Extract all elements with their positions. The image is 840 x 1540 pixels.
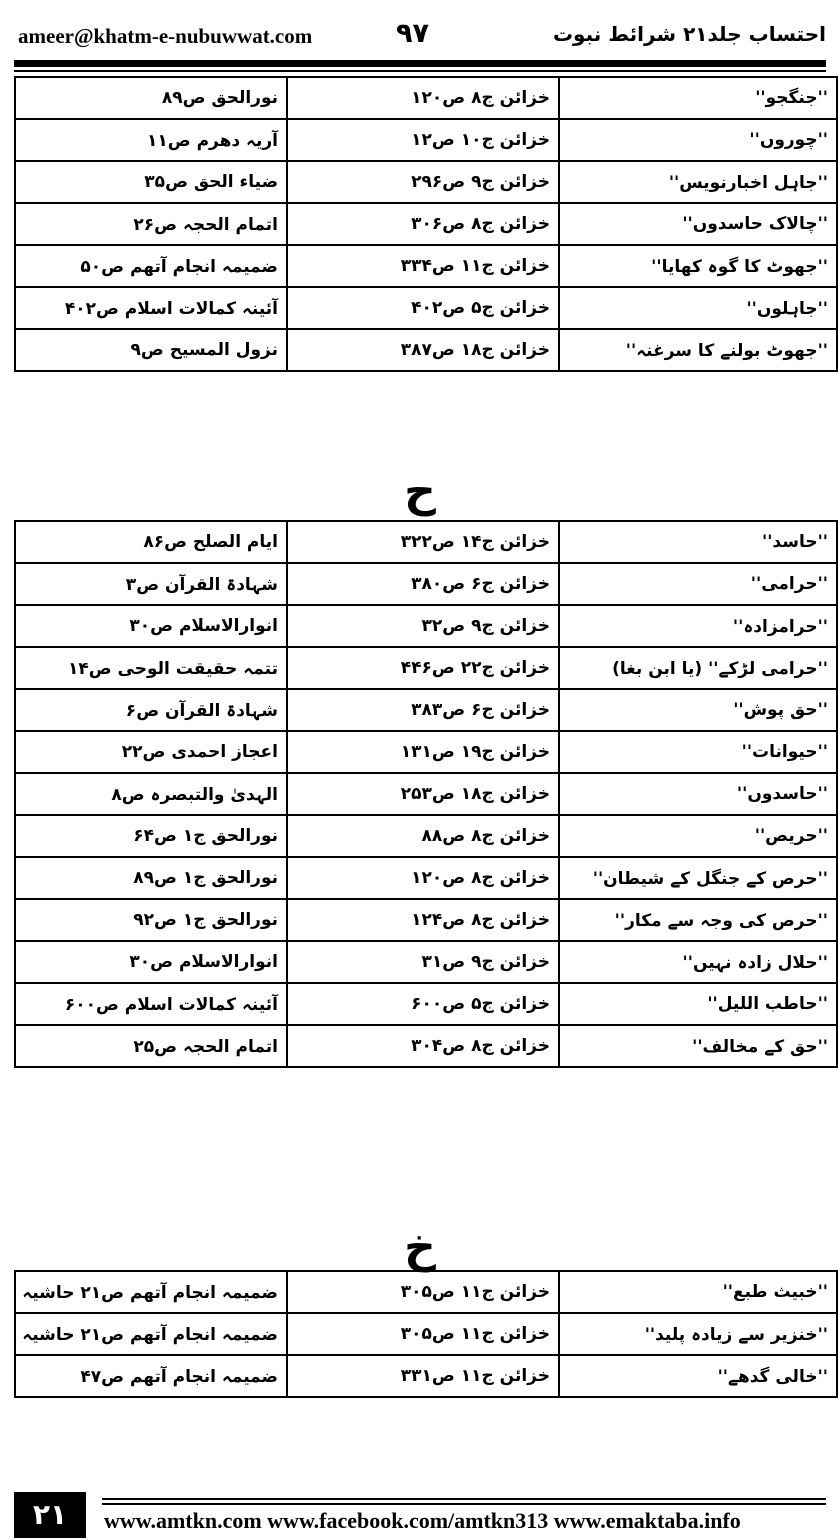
source-cell: انوارالاسلام ص۳۰: [15, 941, 287, 983]
table-row: [15, 815, 837, 857]
reference-cell: خزائن ج۹ ص۳۱: [287, 941, 559, 983]
reference-cell: خزائن ج۶ ص۳۸۰: [287, 563, 559, 605]
word-cell: ''جنگجو'': [559, 77, 837, 119]
word-cell: ''حاسد'': [559, 521, 837, 563]
table-row: [15, 563, 837, 605]
reference-cell: خزائن ج۱۱ ص۳۳۱: [287, 1355, 559, 1397]
footer-links: www.amtkn.com www.facebook.com/amtkn313 www.emaktaba.info: [104, 1508, 741, 1533]
word-cell: ''حریص'': [559, 815, 837, 857]
word-cell: ''حاسدوں'': [559, 773, 837, 815]
word-cell: ''حرامی لڑکے'' (یا ابن بغا): [559, 647, 837, 689]
word-cell: ''حق کے مخالف'': [559, 1025, 837, 1067]
source-cell: آئینہ کمالات اسلام ص۶۰۰: [15, 983, 287, 1025]
reference-cell: خزائن ج۸ ص۳۰۶: [287, 203, 559, 245]
source-cell: اتمام الحجہ ص۲۶: [15, 203, 287, 245]
source-cell: آئینہ کمالات اسلام ص۴۰۲: [15, 287, 287, 329]
word-cell: ''حرص کی وجہ سے مکار'': [559, 899, 837, 941]
word-cell: ''حرامی'': [559, 563, 837, 605]
footer-box-number: ۲۱: [14, 1492, 86, 1538]
page-header: [14, 18, 826, 54]
reference-cell: خزائن ج۹ ص۲۹۶: [287, 161, 559, 203]
reference-cell: خزائن ج۸ ص۳۰۴: [287, 1025, 559, 1067]
word-cell: ''حلال زادہ نہیں'': [559, 941, 837, 983]
reference-cell: خزائن ج۸ ص۸۸: [287, 815, 559, 857]
reference-cell: خزائن ج۸ ص۱۲۰: [287, 857, 559, 899]
source-cell: ایام الصلح ص۸۶: [15, 521, 287, 563]
reference-cell: خزائن ج۵ ص۶۰۰: [287, 983, 559, 1025]
table-row: [15, 605, 837, 647]
source-cell: تتمہ حقیقت الوحی ص۱۴: [15, 647, 287, 689]
source-cell: ضمیمہ انجام آتھم ص۲۱ حاشیہ: [15, 1313, 287, 1355]
table-row: [15, 329, 837, 371]
table-row: [15, 521, 837, 563]
word-cell: ''خنزیر سے زیادہ پلید'': [559, 1313, 837, 1355]
source-cell: اتمام الحجہ ص۲۵: [15, 1025, 287, 1067]
reference-cell: خزائن ج۱۸ ص۳۸۷: [287, 329, 559, 371]
word-cell: ''جاہلوں'': [559, 287, 837, 329]
word-cell: ''حرامزادہ'': [559, 605, 837, 647]
source-cell: آریہ دھرم ص۱۱: [15, 119, 287, 161]
reference-cell: خزائن ج۱۸ ص۲۵۳: [287, 773, 559, 815]
reference-cell: خزائن ج۸ ص۱۲۴: [287, 899, 559, 941]
reference-cell: خزائن ج۱۹ ص۱۳۱: [287, 731, 559, 773]
table-row: [15, 77, 837, 119]
table-section-1: [14, 76, 838, 372]
table-row: [15, 245, 837, 287]
source-cell: ضمیمہ انجام آتھم ص۵۰: [15, 245, 287, 287]
word-cell: ''جھوٹ بولنے کا سرغنہ'': [559, 329, 837, 371]
page-footer: [14, 1492, 826, 1538]
section-letter-ha: ح: [404, 466, 436, 517]
word-cell: ''حاطب اللیل'': [559, 983, 837, 1025]
source-cell: شہادۃ القرآن ص۳: [15, 563, 287, 605]
reference-cell: خزائن ج۱۴ ص۳۲۲: [287, 521, 559, 563]
reference-cell: خزائن ج۲۲ ص۴۴۶: [287, 647, 559, 689]
page-number: ۹۷: [396, 18, 429, 49]
source-cell: ضمیمہ انجام آتھم ص۴۷: [15, 1355, 287, 1397]
header-email: ameer@khatm-e-nubuwwat.com: [18, 24, 313, 48]
table-section-2: [14, 520, 838, 1068]
word-cell: ''خالی گدھے'': [559, 1355, 837, 1397]
word-cell: ''جھوٹ کا گوہ کھایا'': [559, 245, 837, 287]
reference-cell: خزائن ج۶ ص۳۸۳: [287, 689, 559, 731]
table-row: [15, 773, 837, 815]
reference-cell: خزائن ج۵ ص۴۰۲: [287, 287, 559, 329]
reference-cell: خزائن ج۱۱ ص۳۳۴: [287, 245, 559, 287]
footer-rule: [102, 1498, 826, 1500]
table-row: [15, 983, 837, 1025]
source-cell: نزول المسیح ص۹: [15, 329, 287, 371]
source-cell: نورالحق ج۱ ص۹۲: [15, 899, 287, 941]
header-rule-thin: [14, 70, 826, 72]
table-row: [15, 647, 837, 689]
table-section-3: [14, 1270, 838, 1398]
reference-cell: خزائن ج۱۱ ص۳۰۵: [287, 1313, 559, 1355]
source-cell: شہادۃ القرآن ص۶: [15, 689, 287, 731]
source-cell: نورالحق ج۱ ص۶۴: [15, 815, 287, 857]
table-row: [15, 857, 837, 899]
word-cell: ''جاہل اخبارنویس'': [559, 161, 837, 203]
word-cell: ''حق پوش'': [559, 689, 837, 731]
reference-cell: خزائن ج۸ ص۱۲۰: [287, 77, 559, 119]
book-title: احتساب جلد۲۱ شرائط نبوت: [552, 22, 826, 46]
reference-cell: خزائن ج۹ ص۳۲: [287, 605, 559, 647]
table-row: [15, 203, 837, 245]
source-cell: انوارالاسلام ص۳۰: [15, 605, 287, 647]
source-cell: نورالحق ج۱ ص۸۹: [15, 857, 287, 899]
footer-rule: [102, 1503, 826, 1505]
table-row: [15, 1355, 837, 1397]
word-cell: ''خبیث طبع'': [559, 1271, 837, 1313]
reference-cell: خزائن ج۱۰ ص۱۲: [287, 119, 559, 161]
table-row: [15, 1271, 837, 1313]
table-row: [15, 689, 837, 731]
reference-cell: خزائن ج۱۱ ص۳۰۵: [287, 1271, 559, 1313]
source-cell: ضیاء الحق ص۳۵: [15, 161, 287, 203]
table-row: [15, 941, 837, 983]
section-letter-kha: خ: [404, 1222, 436, 1273]
source-cell: ضمیمہ انجام آتھم ص۲۱ حاشیہ: [15, 1271, 287, 1313]
source-cell: نورالحق ص۸۹: [15, 77, 287, 119]
table-row: [15, 161, 837, 203]
word-cell: ''چالاک حاسدوں'': [559, 203, 837, 245]
header-rule-thick: [14, 60, 826, 67]
word-cell: ''حیوانات'': [559, 731, 837, 773]
table-row: [15, 899, 837, 941]
table-row: [15, 731, 837, 773]
table-row: [15, 119, 837, 161]
source-cell: اعجاز احمدی ص۲۲: [15, 731, 287, 773]
word-cell: ''چوروں'': [559, 119, 837, 161]
table-row: [15, 1313, 837, 1355]
source-cell: الہدیٰ والتبصرہ ص۸: [15, 773, 287, 815]
table-row: [15, 1025, 837, 1067]
table-row: [15, 287, 837, 329]
word-cell: ''حرص کے جنگل کے شیطان'': [559, 857, 837, 899]
